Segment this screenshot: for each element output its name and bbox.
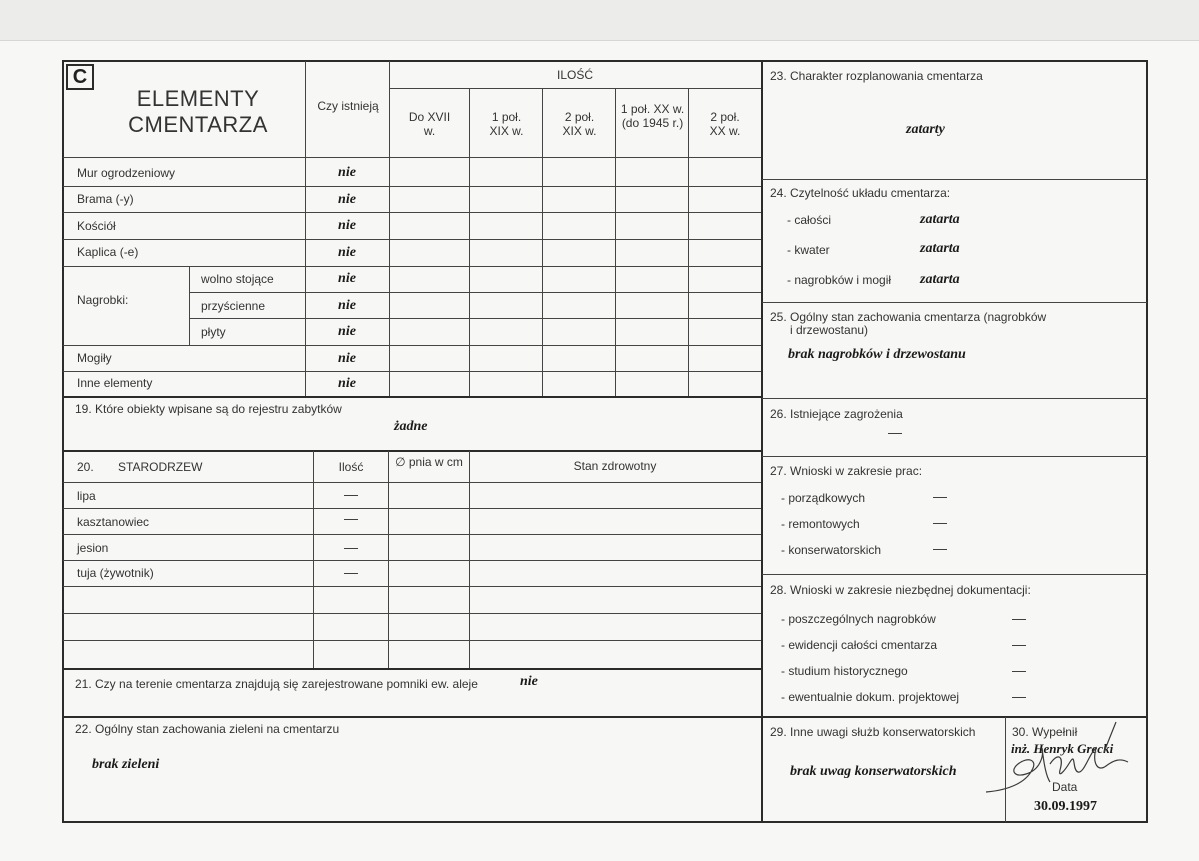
element-label: Inne elementy (77, 376, 153, 390)
title-line-1: ELEMENTY (136, 86, 260, 111)
q30-name: inż. Henryk Grecki (1011, 741, 1114, 756)
q20-col-ilosc: Ilość (338, 460, 364, 474)
q29-label: 29. Inne uwagi służb konserwatorskich (770, 725, 976, 739)
title-line-2: CMENTARZA (128, 112, 268, 137)
element-label: Mur ogrodzeniowy (77, 166, 176, 180)
q30-date: 30.09.1997 (1034, 799, 1097, 814)
element-label: wolno stojące (201, 272, 274, 286)
element-label: Brama (-y) (77, 192, 134, 206)
section-rule (63, 450, 761, 452)
tree-count: — (344, 486, 358, 502)
row-rule (189, 318, 761, 319)
ilosc-rule (389, 88, 761, 89)
q24-item-label: - całości (787, 213, 832, 227)
form-frame (62, 60, 1148, 823)
q24-label: 24. Czytelność układu cmentarza: (770, 186, 951, 200)
q24-item-label: - kwater (787, 243, 830, 257)
header-rule (63, 157, 761, 158)
q19-value: żadne (394, 419, 428, 434)
q30-label: 30. Wypełnił (1012, 725, 1078, 739)
row-rule (63, 371, 761, 372)
row-rule (762, 302, 1147, 303)
tree-count: — (344, 539, 358, 555)
q23-label: 23. Charakter rozplanowania cmentarza (770, 69, 983, 83)
section-rule (63, 716, 761, 718)
element-value: nie (338, 218, 356, 233)
q28-label: 28. Wnioski w zakresie niezbędnej dokumentacji: (770, 583, 1031, 597)
v-line (189, 266, 190, 345)
section-letter: C (66, 64, 94, 90)
element-label: Kaplica (-e) (77, 245, 139, 259)
q27-item-value: — (933, 540, 947, 556)
q24-item-value: zatarta (920, 241, 960, 256)
tree-count: — (344, 564, 358, 580)
element-value: nie (338, 192, 356, 207)
element-label: Mogiły (77, 351, 112, 365)
tree-name: jesion (77, 541, 109, 555)
q28-item-label: - studium historycznego (781, 664, 908, 678)
element-value: nie (338, 165, 356, 180)
element-value: nie (338, 271, 356, 286)
czy-istnieja-header: Czy istnieją (317, 99, 379, 113)
q28-item-value: — (1012, 610, 1026, 626)
q24-item-value: zatarta (920, 272, 960, 287)
section-rule (63, 668, 761, 670)
q28-item-value: — (1012, 662, 1026, 678)
tree-name: kasztanowiec (77, 515, 150, 529)
q27-item-value: — (933, 488, 947, 504)
period-header: 2 poł. XX w. (709, 110, 741, 138)
q27-label: 27. Wnioski w zakresie prac: (770, 464, 923, 478)
nagrobki-label: Nagrobki: (77, 293, 129, 307)
q20-number: 20. (77, 460, 94, 474)
row-rule (63, 534, 761, 535)
v-line (615, 89, 616, 397)
q28-item-value: — (1012, 688, 1026, 704)
q21-label: 21. Czy na terenie cmentarza znajdują się zarejestrowane pomniki ew. aleje (75, 677, 478, 691)
tree-name: lipa (77, 489, 96, 503)
q26-value: — (888, 424, 902, 440)
row-rule (762, 398, 1147, 399)
q19-label: 19. Które obiekty wpisane są do rejestru zabytków (75, 402, 342, 416)
q25-value: brak nagrobków i drzewostanu (788, 347, 966, 362)
row-rule (63, 640, 761, 641)
element-label: przyścienne (201, 299, 266, 313)
row-rule (762, 456, 1147, 457)
q27-item-label: - porządkowych (781, 491, 866, 505)
period-header: Do XVII w. (408, 110, 451, 138)
row-rule (189, 292, 761, 293)
element-label: płyty (201, 325, 226, 339)
row-rule (762, 574, 1147, 575)
q28-item-value: — (1012, 636, 1026, 652)
v-line (542, 89, 543, 397)
q20-label: STARODRZEW (118, 460, 203, 474)
q25-label: 25. Ogólny stan zachowania cmentarza (nagrobków (770, 310, 1047, 324)
q20-col-stan: Stan zdrowotny (573, 459, 657, 473)
tree-name: tuja (żywotnik) (77, 566, 154, 580)
q30-date-label: Data (1052, 780, 1078, 794)
q20-col-pnia: ∅ pnia w cm (395, 455, 463, 469)
row-rule (63, 560, 761, 561)
q24-item-value: zatarta (920, 212, 960, 227)
tree-count: — (344, 510, 358, 526)
q22-label: 22. Ogólny stan zachowania zieleni na cmentarzu (75, 722, 340, 736)
ilosc-header: ILOŚĆ (556, 68, 593, 82)
row-rule (63, 586, 761, 587)
q27-item-label: - konserwatorskich (781, 543, 882, 557)
period-header: 1 poł. XX w. (do 1945 r.) (620, 102, 685, 130)
q27-item-value: — (933, 514, 947, 530)
q27-item-label: - remontowych (781, 517, 860, 531)
row-rule (63, 186, 761, 187)
section-title (100, 86, 296, 138)
row-rule (63, 239, 761, 240)
section-rule (63, 396, 761, 398)
element-value: nie (338, 376, 356, 391)
element-value: nie (338, 351, 356, 366)
period-header: 2 poł. XIX w. (562, 110, 597, 138)
q25-label-cont: i drzewostanu) (790, 323, 869, 337)
q28-item-label: - ewentualnie dokum. projektowej (781, 690, 960, 704)
row-rule (63, 613, 761, 614)
q28-item-label: - ewidencji całości cmentarza (781, 638, 938, 652)
element-value: nie (338, 324, 356, 339)
row-rule (63, 508, 761, 509)
column-divider (761, 61, 763, 822)
row-rule (63, 482, 761, 483)
row-rule (63, 345, 761, 346)
element-label: Kościół (77, 219, 116, 233)
element-value: nie (338, 245, 356, 260)
element-value: nie (338, 298, 356, 313)
q22-value: brak zieleni (92, 757, 160, 772)
row-rule (63, 212, 761, 213)
v-line (688, 89, 689, 397)
q29-value: brak uwag konserwatorskich (790, 764, 957, 779)
row-rule (762, 179, 1147, 180)
q24-item-label: - nagrobków i mogił (787, 273, 892, 287)
top-strip (0, 0, 1199, 41)
q23-value: zatarty (906, 122, 945, 137)
q21-value: nie (520, 674, 538, 689)
period-header: 1 poł. XIX w. (489, 110, 524, 138)
row-rule (63, 266, 761, 267)
signature-scribble (980, 712, 1140, 802)
v-line (469, 89, 470, 397)
q26-label: 26. Istniejące zagrożenia (770, 407, 903, 421)
q28-item-label: - poszczególnych nagrobków (781, 612, 936, 626)
v-line (389, 61, 390, 397)
